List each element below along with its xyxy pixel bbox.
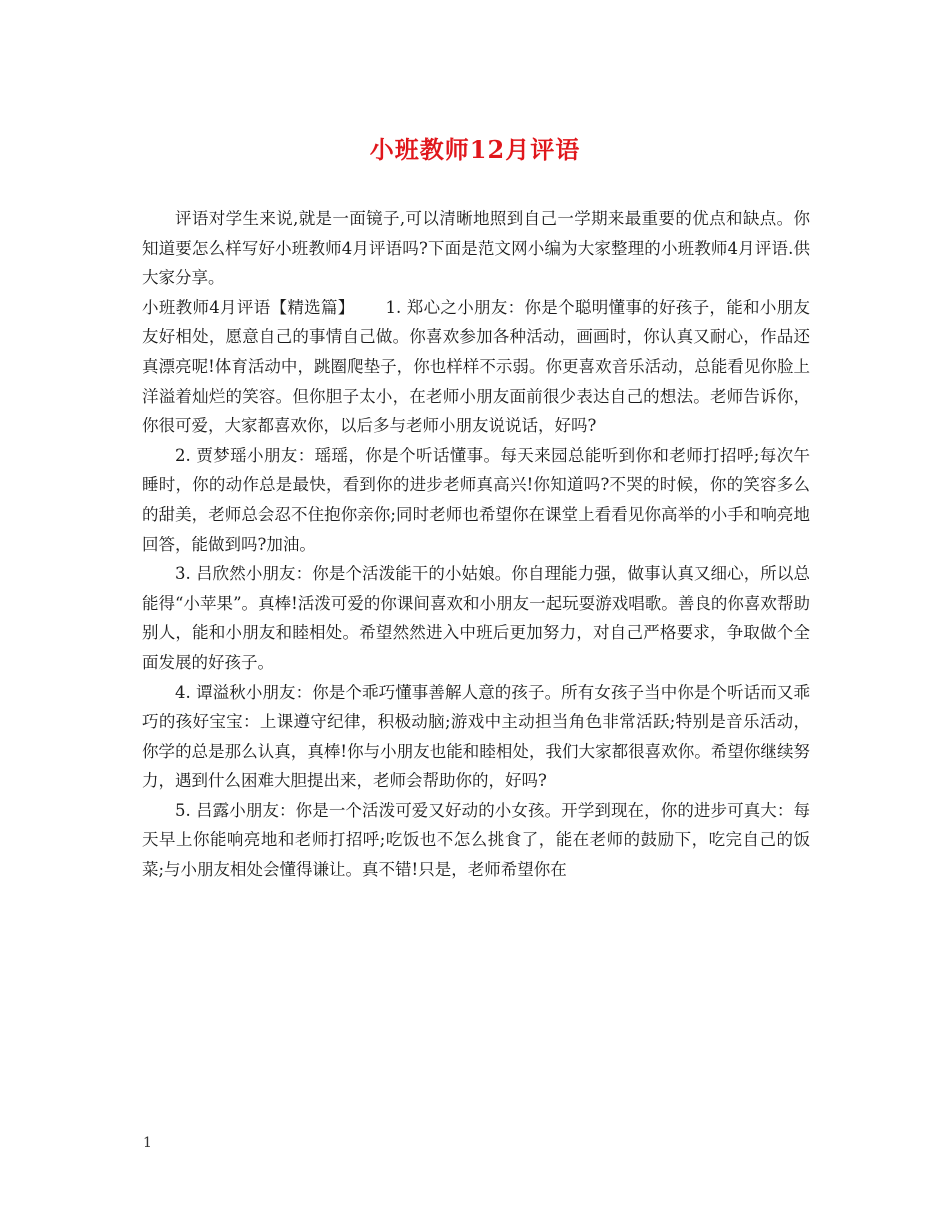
paragraph: 4. 谭溢秋小朋友：你是个乖巧懂事善解人意的孩子。所有女孩子当中你是个听话而又乖巧的孩好宝宝：上课遵守纪律，积极动脑;游戏中主动担当角色非常活跃;特别是音乐活动，你学的总是那么认真，真棒!你与小朋友也能和睦相处，我们大家都很喜欢你。希望你继续努力，遇到什么困难大胆提出来，老师会帮助你的，好吗? <box>142 682 810 791</box>
paragraph: 2. 贾梦瑶小朋友：瑶瑶，你是个听话懂事。每天来园总能听到你和老师打招呼;每次午睡时，你的动作总是最快，看到你的进步老师真高兴!你知道吗?不哭的时候，你的笑容多么的甜美，老师总会忍不住抱你亲你;同时老师也希望你在课堂上看看见你高举的小手和响亮地回答，能做到吗?加油。 <box>142 445 810 554</box>
paragraph: 小班教师4月评语【精选篇】 1. 郑心之小朋友：你是个聪明懂事的好孩子，能和小朋友友好相处，愿意自己的事情自己做。你喜欢参加各种活动，画画时，你认真又耐心，作品还真漂亮呢!体育活动中，跳圈爬垫子，你也样样不示弱。你更喜欢音乐活动，总能看见你脸上洋溢着灿烂的笑容。但你胆子太小，在老师小朋友面前很少表达自己的想法。老师告诉你，你很可爱，大家都喜欢你，以后多与老师小朋友说说话，好吗? <box>142 297 810 436</box>
document-body <box>142 204 810 885</box>
page-number: 1 <box>143 1135 152 1151</box>
paragraph: 3. 吕欣然小朋友：你是个活泼能干的小姑娘。你自理能力强，做事认真又细心，所以总能得“小苹果”。真棒!活泼可爱的你课间喜欢和小朋友一起玩耍游戏唱歌。善良的你喜欢帮助别人，能和小朋友和睦相处。希望然然进入中班后更加努力，对自己严格要求，争取做个全面发展的好孩子。 <box>142 564 810 672</box>
page-title: 小班教师12月评语 <box>369 135 581 164</box>
paragraph: 评语对学生来说,就是一面镜子,可以清晰地照到自己一学期来最重要的优点和缺点。你知道要怎么样写好小班教师4月评语吗?下面是范文网小编为大家整理的小班教师4月评语.供大家分享。 <box>142 209 810 288</box>
paragraph: 5. 吕露小朋友：你是一个活泼可爱又好动的小女孩。开学到现在，你的进步可真大：每天早上你能响亮地和老师打招呼;吃饭也不怎么挑食了，能在老师的鼓励下，吃完自己的饭菜;与小朋友相处会懂得谦让。真不错!只是，老师希望你在 <box>142 800 810 880</box>
